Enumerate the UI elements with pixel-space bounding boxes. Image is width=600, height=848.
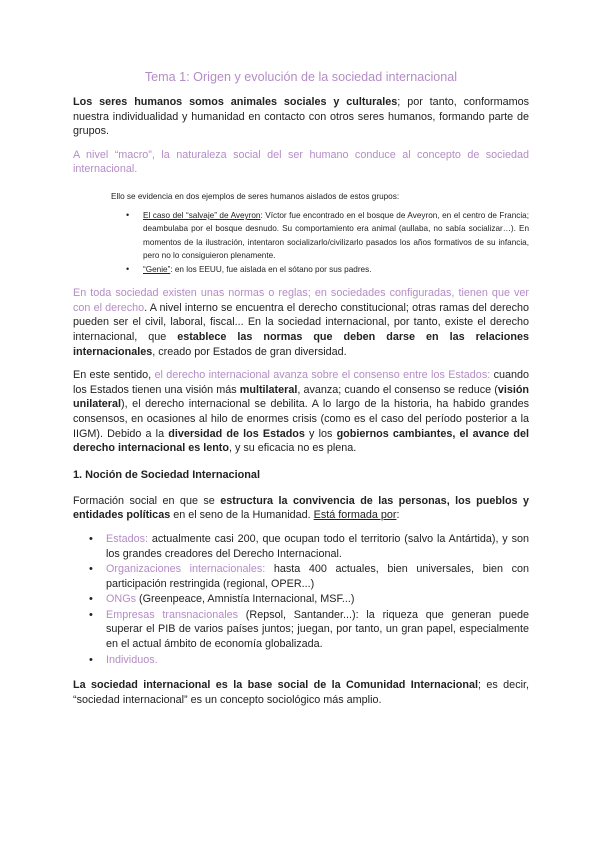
conclusion-bold: La sociedad internacional es la base social de la Comunidad Internacional xyxy=(73,679,478,692)
entity-text: hasta 400 actuales, bien universales, bien con participación restringida (regional, OPER...) xyxy=(106,563,530,590)
norms-text-1: . A nivel interno se encuentra el derecho constitucional; otras ramas del derecho pueden ser el civil, laboral, fiscal... En la sociedad internacional, por tanto, existe el derecho internacional, que xyxy=(73,301,529,343)
list-item xyxy=(106,562,529,591)
consensus-bold-1: multilateral xyxy=(239,383,298,396)
consensus-bold-4: gobiernos cambiantes, el avance del derecho internacional es lento xyxy=(73,427,530,455)
section-heading: 1. Noción de Sociedad Internacional xyxy=(73,468,260,481)
examples-list xyxy=(73,209,529,276)
norms-paragraph xyxy=(73,286,529,359)
entity-label: Individuos. xyxy=(106,653,158,666)
list-item xyxy=(106,608,529,652)
consensus-text-6: , y su eficacia no es plena. xyxy=(229,442,357,455)
example-label: “Genie” xyxy=(143,264,171,274)
entity-label: Empresas transnacionales xyxy=(106,608,239,621)
list-item xyxy=(143,263,529,276)
example-text: : en los EEUU, fue aislada en el sótano por sus padres. xyxy=(170,264,372,274)
entity-label: Estados: xyxy=(106,532,149,545)
entity-text: (Repsol, Santander...): la riqueza que generan puede superar el PIB de varios países juntos; juegan, por tanto, un gran papel, especialmente en el actual ámbito de economía globalizada. xyxy=(106,608,529,651)
consensus-text-4: ), el derecho internacional se debilita. A lo largo de la historia, ha habido grandes consensos, en ocasiones al hilo de enormes crisis (como es el caso del período posterior a la IIGM). Debido a la xyxy=(73,398,529,440)
examples-intro: Ello se evidencia en dos ejemplos de seres humanos aislados de estos grupos: xyxy=(111,191,400,201)
entity-text: (Greenpeace, Amnistía Internacional, MSF...) xyxy=(136,593,355,606)
entity-label: ONGs xyxy=(106,593,136,606)
definition-paragraph xyxy=(73,494,529,523)
list-item xyxy=(143,209,529,262)
conclusion-rest: ; es decir, “sociedad internacional” es un concepto sociológico más amplio. xyxy=(73,679,529,706)
list-item xyxy=(106,592,529,607)
entity-text: actualmente casi 200, que ocupan todo el territorio (salvo la Antártida), y son los grandes creadores del Derecho Internacional. xyxy=(106,532,529,560)
consensus-text-2: cuando los Estados tienen una visión más xyxy=(73,369,529,396)
consensus-bold-2: visión unilateral xyxy=(73,383,530,411)
entity-label: Organizaciones internacionales: xyxy=(106,563,266,576)
norms-bold: establece las normas que deben darse en las relaciones internacionales xyxy=(73,330,529,358)
definition-underline: Está formada por xyxy=(313,509,397,522)
norms-highlight: En toda sociedad existen unas normas o reglas; en sociedades configuradas, tienen que ver con el derecho xyxy=(73,287,529,314)
definition-text-3: : xyxy=(396,509,400,522)
page-title: Tema 1: Origen y evolución de la sociedad internacional xyxy=(144,70,458,84)
list-item xyxy=(106,653,529,668)
definition-bold: estructura la convivencia de las personas, los pueblos y entidades políticas xyxy=(73,494,530,522)
intro-rest: ; por tanto, conformamos nuestra individualidad y humanidad en contacto con otros seres humanos, formando parte de grupos. xyxy=(73,96,529,138)
consensus-highlight: el derecho internacional avanza sobre el consenso entre los Estados: xyxy=(154,369,491,382)
macro-paragraph: A nivel “macro”, la naturaleza social del ser humano conduce al concepto de sociedad internacional. xyxy=(73,148,529,176)
conclusion-paragraph xyxy=(73,678,529,707)
example-label: El caso del “salvaje” de Aveyron xyxy=(143,211,261,221)
norms-text-2: , creado por Estados de gran diversidad. xyxy=(152,345,347,358)
intro-bold: Los seres humanos somos animales sociales y culturales xyxy=(73,96,398,108)
definition-text-1: Formación social en que se xyxy=(73,494,221,507)
consensus-text-3: , avanza; cuando el consenso se reduce ( xyxy=(297,383,498,396)
list-item xyxy=(106,532,529,561)
example-text: : Víctor fue encontrado en el bosque de Aveyron, en el centro de Francia; deambulaba por el bosque desnudo. Su comportamiento era animal (aullaba, no sabía socializar…). En momentos de la ilustración, intentaron socializarlo/civilizarlo pasados los años formativos de su infancia, pero no lo consiguieron plenamente. xyxy=(143,211,529,260)
intro-paragraph xyxy=(73,95,529,139)
consensus-bold-3: diversidad de los Estados xyxy=(168,427,305,440)
entities-list xyxy=(73,532,529,667)
definition-text-2: en el seno de la Humanidad. xyxy=(170,509,314,522)
consensus-paragraph xyxy=(73,368,529,456)
consensus-text-5: y los xyxy=(304,427,337,440)
consensus-text-1: En este sentido, xyxy=(73,369,155,382)
